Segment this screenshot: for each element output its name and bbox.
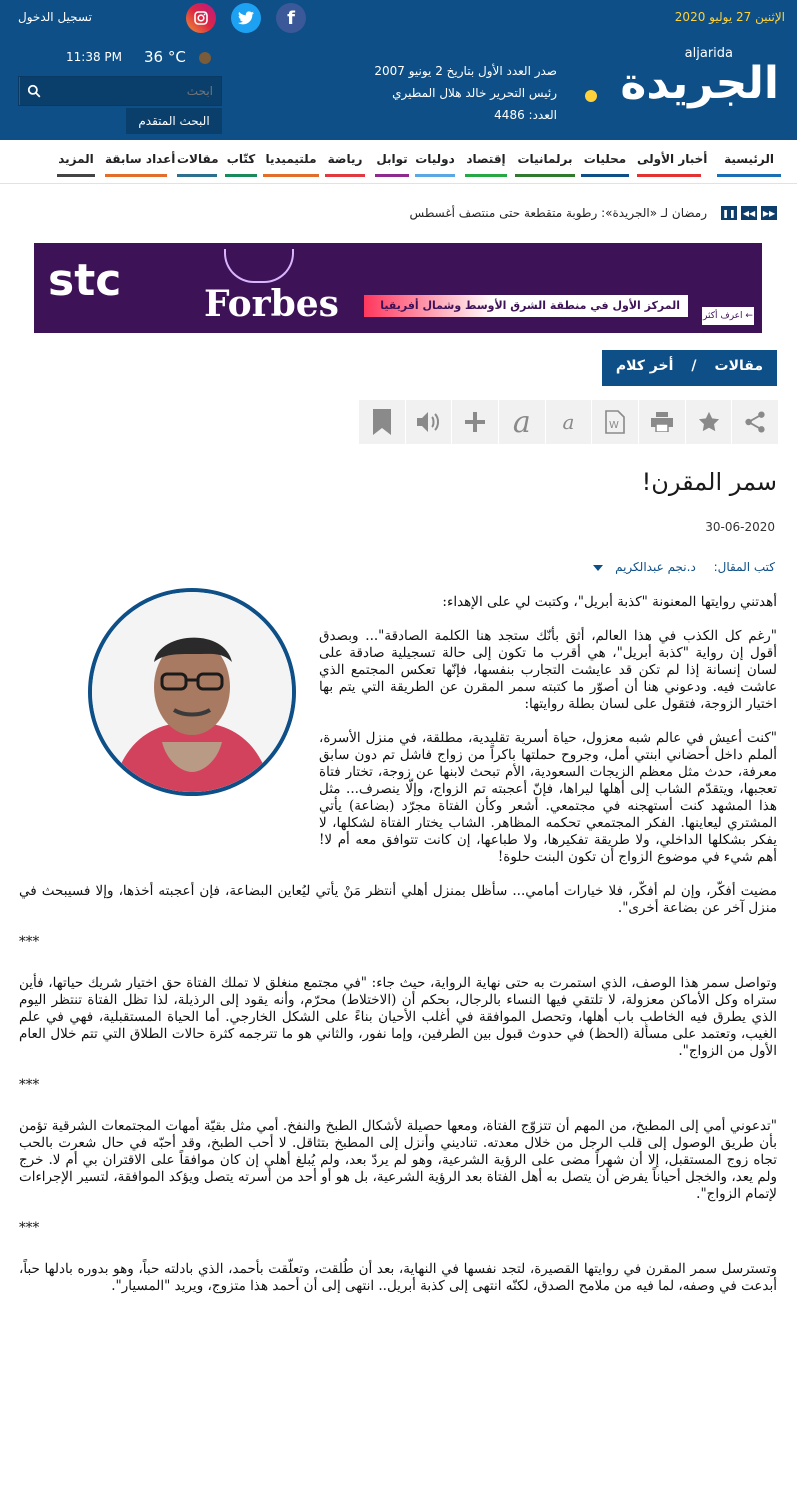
article-toolbar xyxy=(358,400,778,444)
nav-item-label: دوليات xyxy=(415,152,455,166)
nav-item-label: برلمانيات xyxy=(517,152,573,166)
nav-item-underline xyxy=(105,174,167,177)
print-icon[interactable] xyxy=(638,400,685,444)
current-date: الإثنين 27 يوليو 2020 xyxy=(674,10,785,24)
ticker-pause-icon[interactable]: ❚❚ xyxy=(721,206,737,220)
nav-item-underline xyxy=(57,174,95,177)
nav-item[interactable] xyxy=(57,152,95,177)
editor-in-chief: رئيس التحرير خالد هلال المطيري xyxy=(392,86,557,100)
nav-item[interactable] xyxy=(465,152,507,177)
font-small-icon[interactable]: a xyxy=(545,400,592,444)
ad-magazine: Forbes xyxy=(204,283,339,325)
article-paragraph: "رغم كل الكذب في هذا العالم، أثق بأنّك ستجد هنا الكلمة الصادقة"... وبصدق أقول إن رواية "كذبة أبريل"، هي أقرب ما تكون إلى حالة تسجيلية صادقة على لسان إنسانة إذا لم تكن قد عايشت التجارب بنفسها، فإنّها تعكس المجتمع الذي عاشت فيه. ودعوني هنا أن أصوّر ما كتبته سمر المقرن عن الطريقة التي يتم بها اختيار الزوجة، فتقول على لسان بطلة روايتها: xyxy=(319,628,777,712)
ticker-prev-icon[interactable]: ◀◀ xyxy=(741,206,757,220)
nav-item[interactable] xyxy=(263,152,319,177)
login-link[interactable]: تسجيل الدخول xyxy=(18,10,92,24)
article-paragraph: أهدتني روايتها المعنونة "كذبة أبريل"، وكتبت لي على الإهداء: xyxy=(442,594,777,610)
logo-latin: aljarida xyxy=(684,46,733,61)
article-paragraph: "كنت أعيش في عالم شبه معزول، حياة أسرية تقليدية، مطلقة، في منزل الأسرة، ألملم داخل أحضاني ابنتي أمل، وجروح حملتها باكراً من زواج فاشل تم دون سابق معرفة، حدث مثل معظم الزيجات السعودية، الأم تبحث لابنها عن زوجة، تختار فتاة تعجبها، ويتقدّم الشاب إلى أهلها ليراها، فإنّ أعجبته تم الزواج، وإلّا ينصرف... مثل هذا المشهد كنت أستهجنه في مجتمعي. أشعر وكأن الفتاة مجرّد (بضاعة) يأتي المشتري ليعاينها. الفكر المجتمعي تحكمه المظاهر. الشاب يختار الفتاة لشكلها، لا يفكر بشكلها الداخلي، ولا طريقة تفكيرها، ولا طباعها، إن كانت تتوافق معه أم لا! أهم شيء في موضوع الزواج أن تكون البنت حلوة! xyxy=(319,730,777,865)
article-paragraph: وتسترسل سمر المقرن في روايتها القصيرة، لتجد نفسها في النهاية، بعد أن طُلقت، وتعلّقت بأحمد، الذي بادلته حباً، وهو بدوره بادلها حباً، أبدعت في وصفه، لما فيه من ملامح الصدق، لكنّه انتهى إلى كذبة أبريل.. انتهى إلى أن أحمد هذا متزوج، ويريد "المسيار". xyxy=(19,1261,777,1294)
nav-item-label: توابل xyxy=(376,152,408,166)
author-name[interactable]: د.نجم عبدالكريم xyxy=(615,560,696,574)
ticker-headline[interactable]: رمضان لـ «الجريدة»: رطوبة متقطعة حتى منتصف أغسطس xyxy=(409,206,707,220)
section-separator: *** xyxy=(19,1077,40,1093)
chevron-down-icon[interactable] xyxy=(593,565,603,571)
current-time: 11:38 PM xyxy=(66,50,122,64)
author-label: كتب المقال: xyxy=(713,560,775,574)
issue-number: العدد: 4486 xyxy=(494,108,557,122)
nav-item[interactable] xyxy=(415,152,455,177)
site-logo[interactable] xyxy=(579,44,779,114)
nav-item-underline xyxy=(177,174,217,177)
word-icon[interactable] xyxy=(591,400,638,444)
header xyxy=(0,36,797,140)
facebook-icon[interactable]: f xyxy=(276,3,306,33)
nav-item-underline xyxy=(465,174,507,177)
moon-icon xyxy=(199,52,211,64)
breadcrumb xyxy=(602,350,777,386)
instagram-icon[interactable] xyxy=(186,3,216,33)
star-icon[interactable] xyxy=(685,400,732,444)
ad-more-button[interactable]: اعرف أكثر ← xyxy=(702,307,754,325)
nav-item[interactable] xyxy=(325,152,365,177)
share-icon[interactable] xyxy=(731,400,778,444)
author-line xyxy=(593,560,775,574)
nav-item-label: الرئيسية xyxy=(724,152,774,166)
nav-item-underline xyxy=(581,174,629,177)
trophy-icon xyxy=(224,249,294,283)
nav-item[interactable] xyxy=(515,152,575,177)
article-date: 30-06-2020 xyxy=(705,520,775,534)
bookmark-icon[interactable] xyxy=(358,400,405,444)
nav-item-label: مقالات xyxy=(177,152,219,166)
search-input[interactable] xyxy=(47,77,221,105)
ad-banner[interactable] xyxy=(34,243,762,333)
twitter-icon[interactable] xyxy=(231,3,261,33)
main-nav xyxy=(0,140,797,184)
search-box xyxy=(18,76,222,106)
nav-item-underline xyxy=(515,174,575,177)
ad-tagline: المركز الأول في منطقة الشرق الأوسط وشمال أفريقيا xyxy=(364,295,688,317)
top-bar xyxy=(0,0,797,36)
weather-widget xyxy=(18,48,223,70)
audio-icon[interactable] xyxy=(405,400,452,444)
section-separator: *** xyxy=(19,1220,40,1236)
nav-item-underline xyxy=(717,174,781,177)
article-paragraph: مضيت أفكّر، وإن لم أفكّر، فلا خيارات أمامي... سأظل بمنزل أهلي أنتظر مَنْ يأتي ليُعاين البضاعة، فإن أعجبته أخذها، وإلا فسيبحث في منزل آخر عن بضاعة أخرى". xyxy=(19,883,777,916)
breadcrumb-subsection[interactable]: أخر كلام xyxy=(602,350,688,386)
nav-item[interactable] xyxy=(105,152,176,177)
nav-item-underline xyxy=(263,174,319,177)
ticker-next-icon[interactable]: ▶▶ xyxy=(761,206,777,220)
search-icon[interactable] xyxy=(19,77,47,105)
section-separator: *** xyxy=(19,934,40,950)
nav-item-underline xyxy=(225,174,257,177)
nav-item-label: أعداد سابقة xyxy=(105,152,176,166)
advanced-search-button[interactable]: البحث المتقدم xyxy=(126,108,222,134)
logo-arabic: الجريدة xyxy=(620,58,779,109)
nav-item-label: المزيد xyxy=(58,152,94,166)
nav-item-label: ملتيميديا xyxy=(265,152,317,166)
svg-text:W: W xyxy=(609,420,620,431)
nav-item-underline xyxy=(375,174,409,177)
nav-item[interactable] xyxy=(637,152,708,177)
logo-dot xyxy=(585,90,597,102)
article-paragraph: "تدعوني أمي إلى المطبخ، من المهم أن تتزوّج الفتاة، ومعها حصيلة لأشكال الطبخ والنفخ. أمي مثل بقيّة أمهات المجتمعات الشرقية تؤمن بأن طريق الوصول إلى قلب الرجل من خلال معدته. تناديني وأنزل إلى المطبخ بتثاقل. لا أحب الطبخ، وقد أحبّه في حال شعرت بالحب تجاه زوج المستقبل، إلا أن شهراً مضى على الرؤية الشرعية، وهو لم يردّ بعد، ولم يُبلغ أهلي إن كان موافقاً على الاقتران بي أم لا. خرج ولم يعد، والخجل أحياناً يفرض أن يتصل به أهل الفتاة بعد الرؤية الشرعية، بل هو أو أحد من أسرته يتصل ويؤكد الموافقة، لتسير الإجراءات لإتمام الزواج". xyxy=(19,1118,777,1202)
article-title: سمر المقرن! xyxy=(641,468,777,496)
nav-item-label: كتّاب xyxy=(226,152,256,166)
article-paragraph: وتواصل سمر هذا الوصف، الذي استمرت به حتى نهاية الرواية، حيث جاء: "في مجتمع منغلق لا تملك الفتاة حق اختيار شريك حياتها، فأين ستراه وكل الأماكن معزولة، لا تلتقي فيها النساء بالرجال، بحكم أن (الاختلاط) محرّم، وأنه يقود إلى الرذيلة، لذا تظل الفتاة تنتظر اليوم الذي يطرق فيه الخاطب باب أهلها، وتحصل الموافقة في أغلب الأحيان بناءً على الشكل الخارجي. أما الحياة المستقبلية، فهي في علم الغيب، وتعتمد على مسألة (الحظ) في حدوث قبول بين الطرفين، وإما نفور، والثاني هو ما تترجمه كثرة حالات الطلاق التي تتم خلال العام الأول من الزواج". xyxy=(19,975,777,1059)
nav-item[interactable] xyxy=(225,152,257,177)
breadcrumb-separator: / xyxy=(687,350,700,386)
font-large-icon[interactable]: a xyxy=(498,400,545,444)
temperature: 36 °C xyxy=(144,48,186,66)
nav-item[interactable] xyxy=(375,152,409,177)
nav-item-label: أخبار الأولى xyxy=(637,152,708,166)
nav-item-underline xyxy=(415,174,455,177)
ad-brand: stc xyxy=(48,255,122,306)
nav-item-label: إقتصاد xyxy=(466,152,506,166)
nav-item[interactable] xyxy=(717,152,781,177)
nav-item-label: رياضة xyxy=(327,152,363,166)
nav-item-underline xyxy=(325,174,365,177)
nav-item-label: محليات xyxy=(583,152,627,166)
issue-info xyxy=(374,60,557,126)
issue-first-date: صدر العدد الأول بتاريخ 2 يونيو 2007 xyxy=(374,64,557,78)
nav-item-underline xyxy=(637,174,701,177)
article-body xyxy=(19,594,777,1312)
news-ticker xyxy=(0,204,797,224)
plus-icon[interactable] xyxy=(451,400,498,444)
nav-item[interactable] xyxy=(177,152,217,177)
breadcrumb-section[interactable]: مقالات xyxy=(701,350,778,386)
nav-item[interactable] xyxy=(581,152,629,177)
